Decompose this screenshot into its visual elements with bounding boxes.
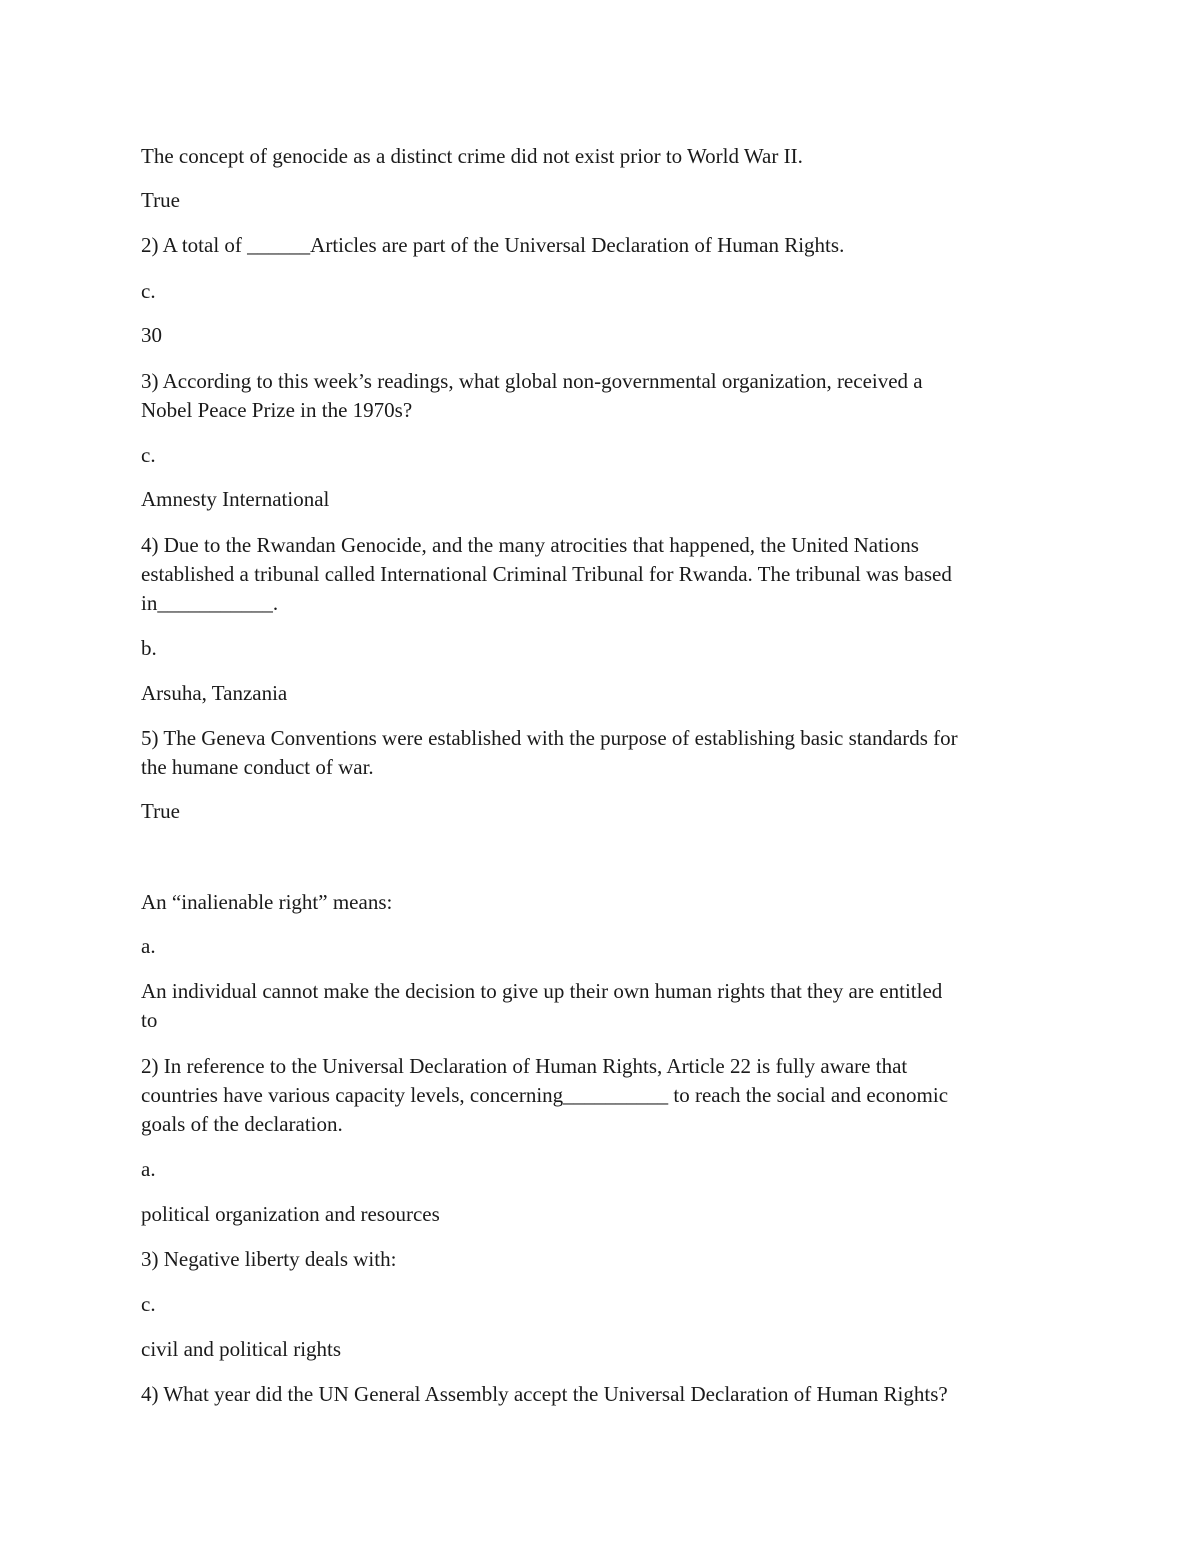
section-2-question-3-answer: civil and political rights bbox=[141, 1337, 342, 1361]
question-3-text-line-1: 3) According to this week’s readings, what global non-governmental organization, received a bbox=[141, 369, 923, 393]
section-2-question-2-text-line-1: 2) In reference to the Universal Declaration of Human Rights, Article 22 is fully aware that bbox=[141, 1054, 908, 1078]
section-2-question-2-option-letter: a. bbox=[141, 1157, 156, 1181]
question-5-answer: True bbox=[141, 799, 180, 823]
section-2-question-1-option-letter: a. bbox=[141, 934, 156, 958]
question-3-text-line-2: Nobel Peace Prize in the 1970s? bbox=[141, 398, 413, 422]
section-2-question-2-text-line-2: countries have various capacity levels, concerning__________ to reach the social and economic bbox=[141, 1083, 949, 1107]
question-1-answer: True bbox=[141, 188, 180, 212]
question-5-text-line-1: 5) The Geneva Conventions were established with the purpose of establishing basic standards for bbox=[141, 726, 958, 750]
question-4-text-line-2: established a tribunal called International Criminal Tribunal for Rwanda. The tribunal was based bbox=[141, 562, 952, 586]
question-2-text: 2) A total of ______Articles are part of the Universal Declaration of Human Rights. bbox=[141, 233, 845, 257]
question-2-answer: 30 bbox=[141, 323, 162, 347]
section-2-question-1-answer-line-1: An individual cannot make the decision to give up their own human rights that they are entitled bbox=[141, 979, 943, 1003]
question-4-answer: Arsuha, Tanzania bbox=[141, 681, 288, 705]
question-4-text-line-1: 4) Due to the Rwandan Genocide, and the many atrocities that happened, the United Nations bbox=[141, 533, 919, 557]
section-2-question-2-answer: political organization and resources bbox=[141, 1202, 440, 1226]
question-3-option-letter: c. bbox=[141, 443, 156, 467]
question-5-text-line-2: the humane conduct of war. bbox=[141, 755, 374, 779]
section-2-question-1-answer-line-2: to bbox=[141, 1008, 158, 1032]
question-4-text-line-3: in___________. bbox=[141, 591, 279, 615]
section-2-question-3-text: 3) Negative liberty deals with: bbox=[141, 1247, 397, 1271]
question-2-option-letter: c. bbox=[141, 279, 156, 303]
section-2-question-3-option-letter: c. bbox=[141, 1292, 156, 1316]
question-3-answer: Amnesty International bbox=[141, 487, 330, 511]
section-2-question-4-text: 4) What year did the UN General Assembly accept the Universal Declaration of Human Rights? bbox=[141, 1382, 948, 1406]
question-1-text: The concept of genocide as a distinct crime did not exist prior to World War II. bbox=[141, 144, 803, 168]
section-2-question-2-text-line-3: goals of the declaration. bbox=[141, 1112, 343, 1136]
question-4-option-letter: b. bbox=[141, 636, 157, 660]
section-2-question-1-text: An “inalienable right” means: bbox=[141, 890, 393, 914]
